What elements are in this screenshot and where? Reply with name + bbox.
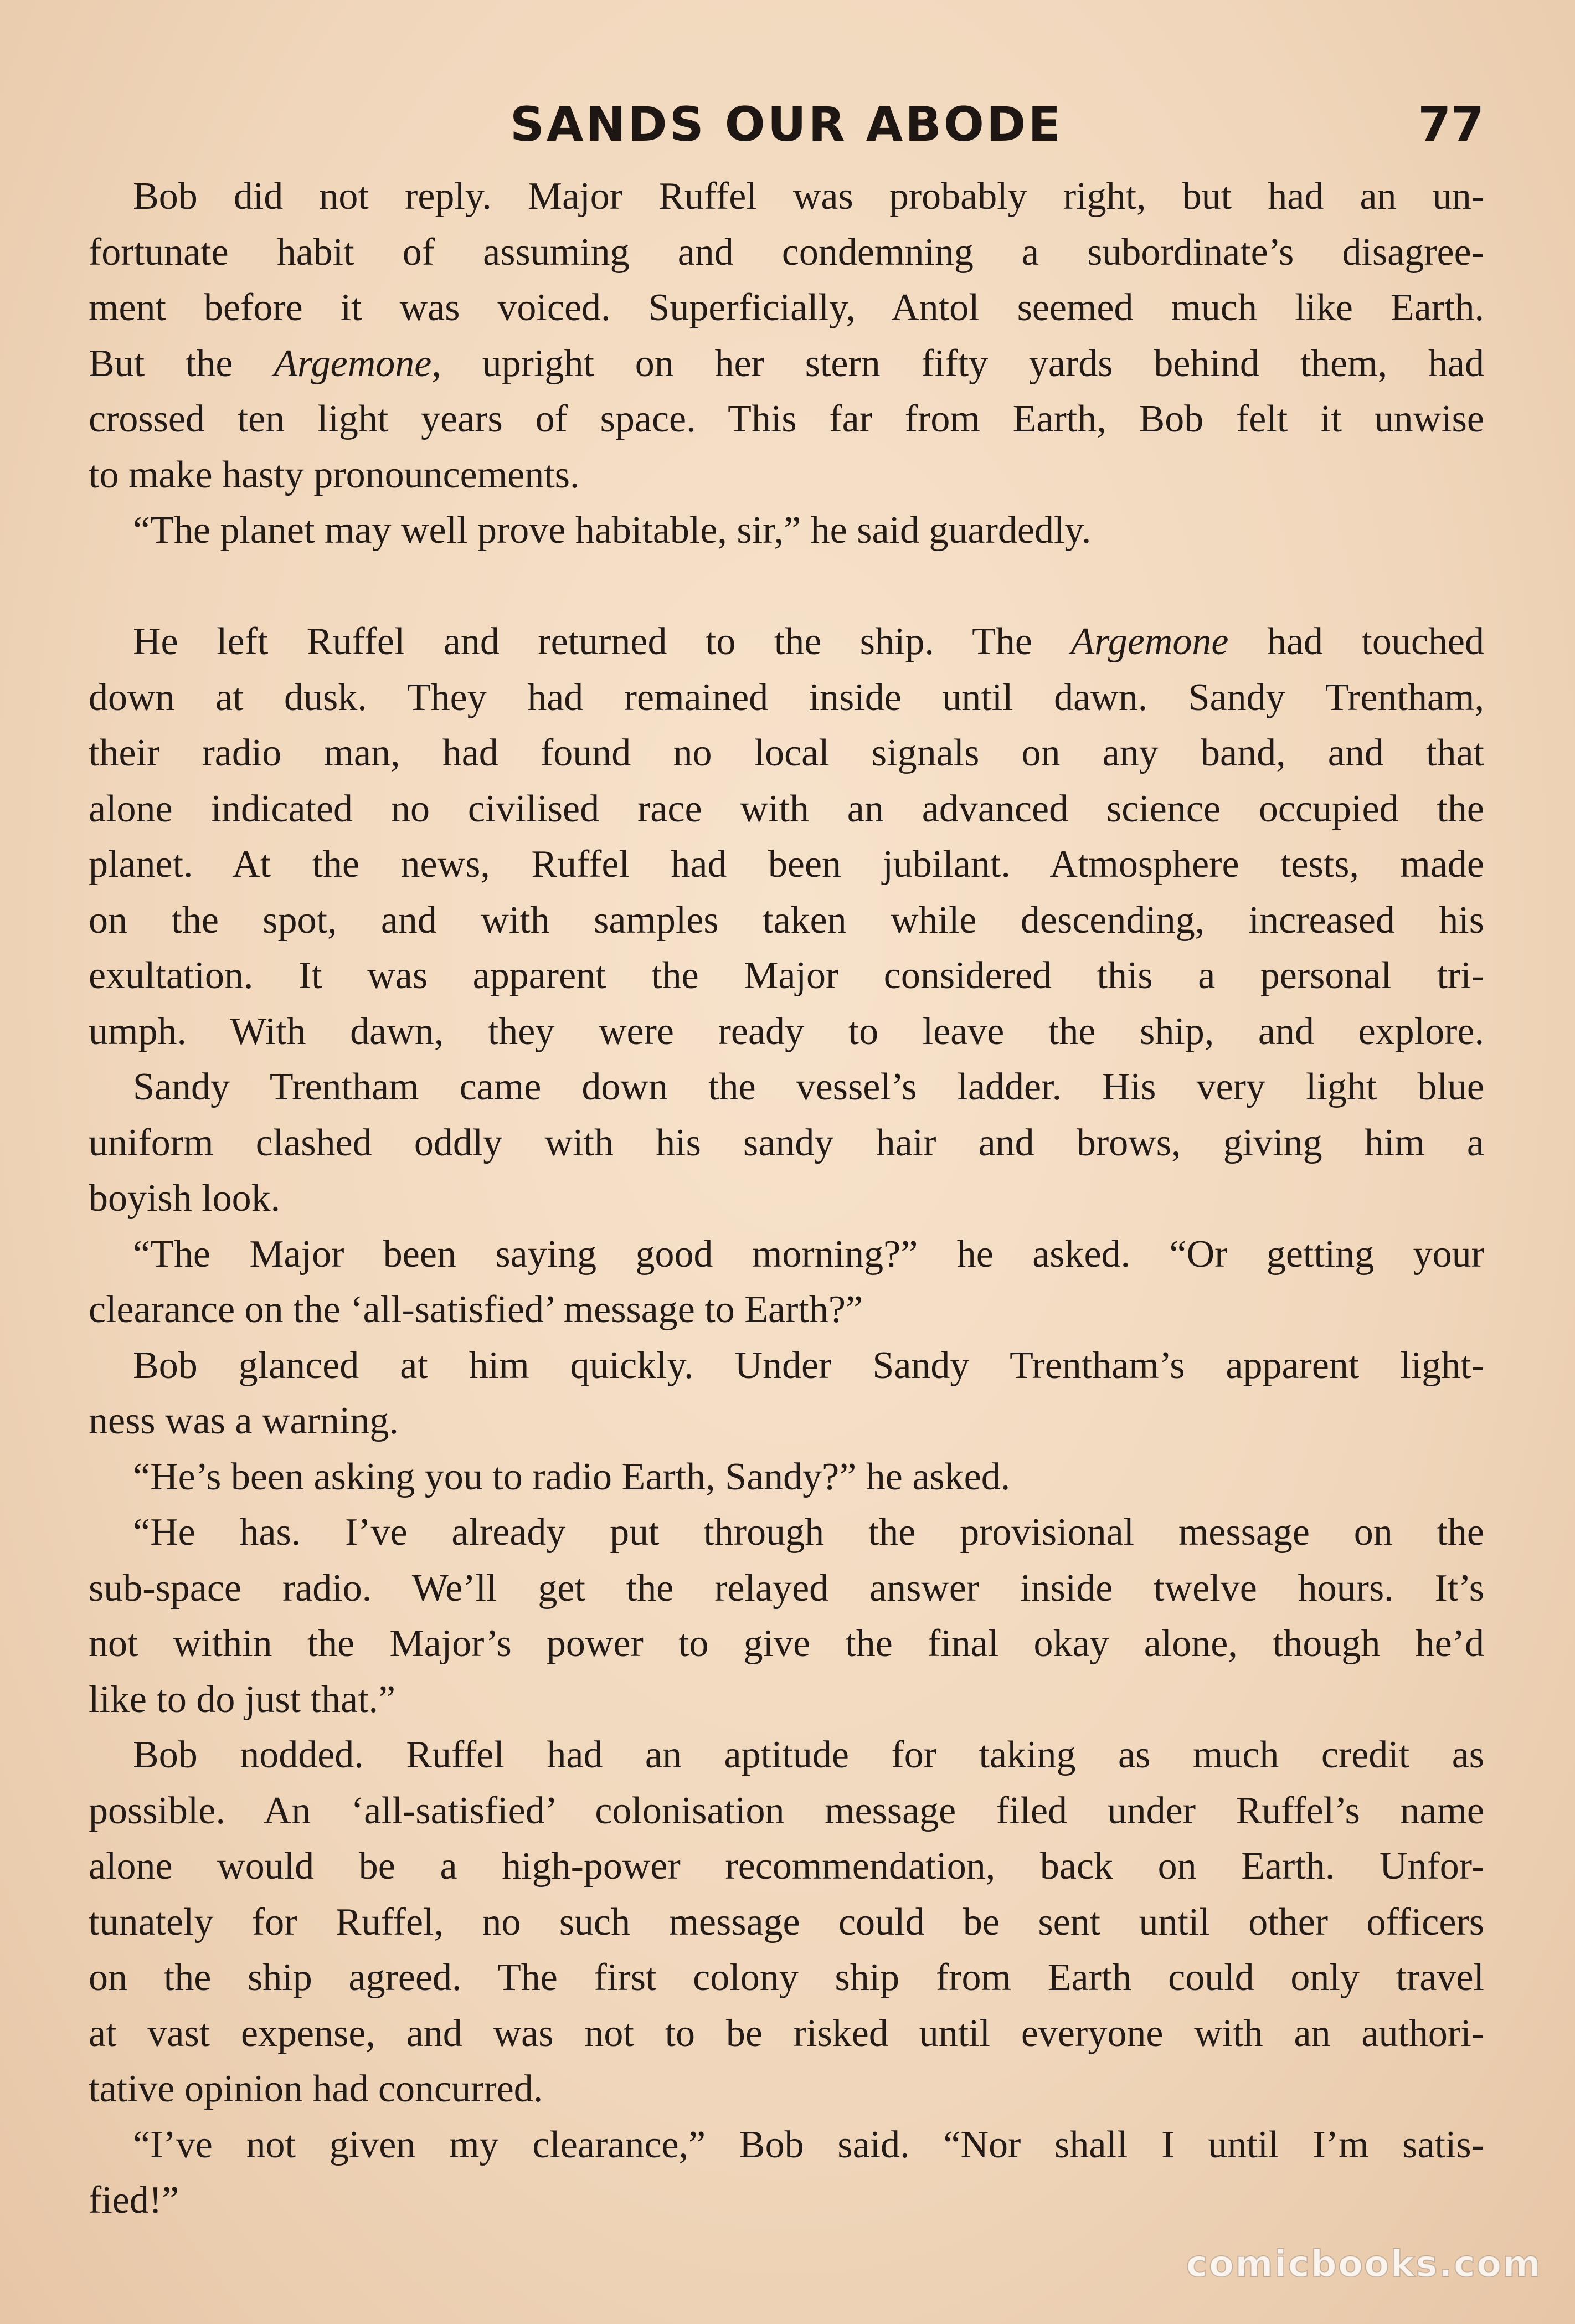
text-line: He left Ruffel and returned to the ship. The Argemone had touched <box>133 620 1484 663</box>
text-line: exultation. It was apparent the Major considered this a personal tri- <box>89 954 1484 997</box>
text-line: Sandy Trentham came down the vessel’s ladder. His very light blue <box>133 1066 1484 1108</box>
text-line: possible. An ‘all-satisfied’ colonisation message filed under Ruffel’s name <box>89 1789 1484 1832</box>
text-line: ment before it was voiced. Superficially, Antol seemed much like Earth. <box>89 286 1484 329</box>
text-line: Bob glanced at him quickly. Under Sandy Trentham’s apparent light- <box>133 1344 1484 1387</box>
text-line: uniform clashed oddly with his sandy hair and brows, giving him a <box>89 1121 1484 1164</box>
text-line: umph. With dawn, they were ready to leave the ship, and explore. <box>89 1010 1484 1053</box>
text-line: alone would be a high-power recommendation, back on Earth. Unfor- <box>89 1845 1484 1888</box>
text-line: planet. At the news, Ruffel had been jubilant. Atmosphere tests, made <box>89 843 1484 886</box>
text-line: tative opinion had concurred. <box>89 2068 543 2110</box>
paragraph-break <box>89 559 1484 615</box>
text-line: Bob did not reply. Major Ruffel was probably right, but had an un- <box>133 175 1484 218</box>
text-line: like to do just that.” <box>89 1678 396 1721</box>
text-line: “I’ve not given my clearance,” Bob said. “Nor shall I until I’m satis- <box>133 2123 1484 2166</box>
text-line: sub-space radio. We’ll get the relayed answer inside twelve hours. It’s <box>89 1566 1484 1610</box>
text-line: Bob nodded. Ruffel had an aptitude for taking as much credit as <box>133 1734 1484 1776</box>
ship-name: Argemone <box>1070 620 1229 663</box>
text-line: to make hasty pronouncements. <box>89 453 580 496</box>
text-line: at vast expense, and was not to be risked until everyone with an authori- <box>89 2012 1484 2055</box>
text-line: on the ship agreed. The first colony ship from Earth could only travel <box>89 1956 1484 1999</box>
text-line: fortunate habit of assuming and condemning a subordinate’s disagree- <box>89 230 1484 274</box>
page-header <box>89 94 1484 155</box>
text-line: “The Major been saying good morning?” he asked. “Or getting your <box>133 1232 1484 1276</box>
watermark: comicbooks.com <box>1186 2243 1542 2285</box>
text-line: tunately for Ruffel, no such message could be sent until other officers <box>89 1900 1484 1943</box>
page-number: 77 <box>1418 97 1484 152</box>
text-line: alone indicated no civilised race with an advanced science occupied the <box>89 787 1484 830</box>
running-head: SANDS OUR ABODE <box>509 97 1063 152</box>
text-line: down at dusk. They had remained inside until dawn. Sandy Trentham, <box>89 676 1484 719</box>
text-line: fied!” <box>89 2179 179 2222</box>
text-line: clearance on the ‘all-satisfied’ message to Earth?” <box>89 1288 863 1331</box>
text-line: ness was a warning. <box>89 1400 399 1442</box>
text-line: “He has. I’ve already put through the provisional message on the <box>133 1511 1484 1554</box>
text-line: “The planet may well prove habitable, sir,” he said guardedly. <box>133 509 1092 552</box>
text-line: not within the Major’s power to give the final okay alone, though he’d <box>89 1622 1484 1665</box>
text-line: crossed ten light years of space. This far from Earth, Bob felt it unwise <box>89 398 1484 440</box>
text-line: on the spot, and with samples taken while descending, increased his <box>89 898 1484 942</box>
body-text <box>89 169 1484 2229</box>
text-line: But the Argemone, upright on her stern fifty yards behind them, had <box>89 342 1484 385</box>
ship-name: Argemone <box>274 342 432 385</box>
text-line: their radio man, had found no local signals on any band, and that <box>89 732 1484 774</box>
text-line: boyish look. <box>89 1177 281 1220</box>
text-line: “He’s been asking you to radio Earth, Sandy?” he asked. <box>133 1455 1011 1498</box>
